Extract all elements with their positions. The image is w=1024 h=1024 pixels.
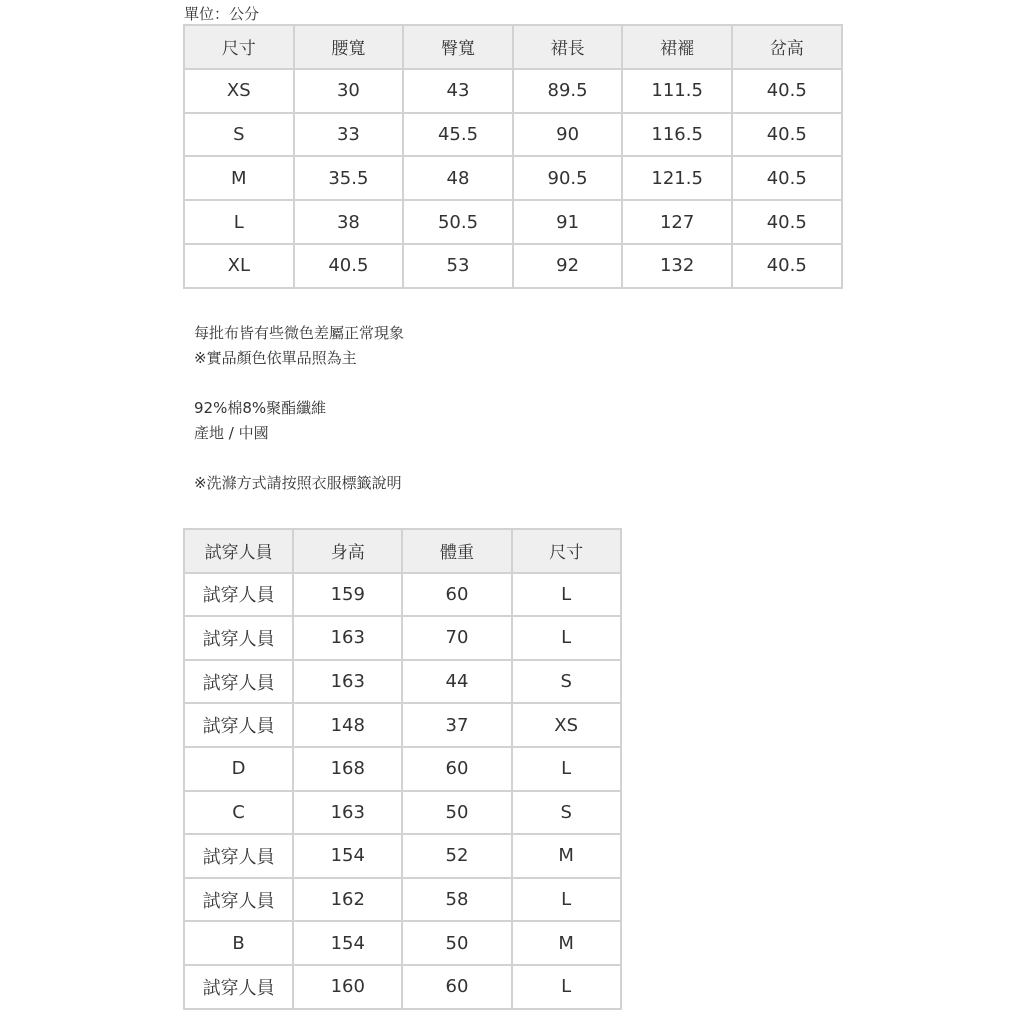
- table-row: [184, 616, 621, 660]
- note-washing: ※洗滌方式請按照衣服標籤說明: [194, 474, 402, 492]
- table-cell: 30: [294, 69, 404, 113]
- table-row: [184, 965, 621, 1009]
- column-header-size: 尺寸: [512, 529, 621, 573]
- table-row: [184, 703, 621, 747]
- table-cell: S: [184, 113, 294, 157]
- size-chart-header-row: [184, 25, 842, 69]
- table-cell: L: [512, 573, 621, 617]
- table-row: [184, 747, 621, 791]
- table-cell: 159: [293, 573, 402, 617]
- note-color-variance: 每批布皆有些微色差屬正常現象: [194, 324, 405, 342]
- fit-model-header-row: [184, 529, 621, 573]
- column-header-waist: 腰寬: [294, 25, 404, 69]
- table-cell: 163: [293, 616, 402, 660]
- table-cell: 試穿人員: [184, 878, 293, 922]
- table-row: [184, 878, 621, 922]
- table-cell: 160: [293, 965, 402, 1009]
- fit-model-table: [183, 528, 622, 1010]
- table-cell: 50.5: [403, 200, 513, 244]
- table-cell: 111.5: [622, 69, 732, 113]
- table-cell: 121.5: [622, 156, 732, 200]
- notes-block-material: [194, 396, 326, 446]
- table-row: [184, 244, 842, 288]
- table-row: [184, 113, 842, 157]
- table-cell: 40.5: [294, 244, 404, 288]
- unit-label: 單位：公分: [184, 5, 260, 23]
- table-cell: L: [512, 878, 621, 922]
- table-cell: 45.5: [403, 113, 513, 157]
- notes-block-care: [194, 471, 402, 496]
- table-cell: 40.5: [732, 200, 842, 244]
- table-cell: D: [184, 747, 293, 791]
- table-cell: 40.5: [732, 244, 842, 288]
- table-cell: 70: [402, 616, 511, 660]
- table-cell: XL: [184, 244, 294, 288]
- table-cell: L: [184, 200, 294, 244]
- table-cell: 154: [293, 834, 402, 878]
- table-cell: S: [512, 660, 621, 704]
- table-row: [184, 834, 621, 878]
- table-cell: 試穿人員: [184, 703, 293, 747]
- table-cell: 132: [622, 244, 732, 288]
- column-header-model: 試穿人員: [184, 529, 293, 573]
- table-cell: 116.5: [622, 113, 732, 157]
- table-cell: M: [184, 156, 294, 200]
- table-cell: S: [512, 791, 621, 835]
- table-cell: 60: [402, 965, 511, 1009]
- table-row: [184, 921, 621, 965]
- table-cell: B: [184, 921, 293, 965]
- table-cell: M: [512, 921, 621, 965]
- notes-block-color: [194, 321, 404, 371]
- table-cell: XS: [184, 69, 294, 113]
- table-cell: 90.5: [513, 156, 623, 200]
- table-cell: 92: [513, 244, 623, 288]
- note-color-reference: ※實品顏色依單品照為主: [194, 349, 357, 367]
- table-row: [184, 660, 621, 704]
- table-cell: 89.5: [513, 69, 623, 113]
- table-cell: 43: [403, 69, 513, 113]
- table-cell: 163: [293, 660, 402, 704]
- table-cell: 40.5: [732, 113, 842, 157]
- table-cell: 40.5: [732, 156, 842, 200]
- table-cell: 168: [293, 747, 402, 791]
- table-cell: 162: [293, 878, 402, 922]
- table-cell: 53: [403, 244, 513, 288]
- table-cell: 35.5: [294, 156, 404, 200]
- table-cell: 90: [513, 113, 623, 157]
- column-header-hip: 臀寬: [403, 25, 513, 69]
- table-cell: 148: [293, 703, 402, 747]
- table-cell: 37: [402, 703, 511, 747]
- table-cell: 60: [402, 573, 511, 617]
- table-cell: 試穿人員: [184, 573, 293, 617]
- table-cell: 50: [402, 921, 511, 965]
- column-header-height: 身高: [293, 529, 402, 573]
- column-header-slit-height: 岔高: [732, 25, 842, 69]
- table-cell: 試穿人員: [184, 965, 293, 1009]
- table-cell: 40.5: [732, 69, 842, 113]
- table-row: [184, 791, 621, 835]
- table-cell: M: [512, 834, 621, 878]
- note-origin: 產地 / 中國: [194, 424, 269, 442]
- table-row: [184, 573, 621, 617]
- table-cell: 58: [402, 878, 511, 922]
- table-cell: 33: [294, 113, 404, 157]
- column-header-hem: 裙襬: [622, 25, 732, 69]
- table-row: [184, 200, 842, 244]
- table-cell: L: [512, 965, 621, 1009]
- table-cell: 試穿人員: [184, 660, 293, 704]
- table-cell: 91: [513, 200, 623, 244]
- table-cell: 60: [402, 747, 511, 791]
- column-header-weight: 體重: [402, 529, 511, 573]
- table-cell: 38: [294, 200, 404, 244]
- table-row: [184, 156, 842, 200]
- table-cell: XS: [512, 703, 621, 747]
- table-cell: L: [512, 616, 621, 660]
- column-header-size: 尺寸: [184, 25, 294, 69]
- table-row: [184, 69, 842, 113]
- table-cell: 154: [293, 921, 402, 965]
- table-cell: 127: [622, 200, 732, 244]
- note-material: 92%棉8%聚酯纖維: [194, 399, 327, 417]
- table-cell: 試穿人員: [184, 834, 293, 878]
- table-cell: 44: [402, 660, 511, 704]
- table-cell: 52: [402, 834, 511, 878]
- table-cell: 50: [402, 791, 511, 835]
- size-chart-table: [183, 24, 843, 289]
- table-cell: 試穿人員: [184, 616, 293, 660]
- column-header-skirt-length: 裙長: [513, 25, 623, 69]
- table-cell: L: [512, 747, 621, 791]
- table-cell: 48: [403, 156, 513, 200]
- table-cell: 163: [293, 791, 402, 835]
- table-cell: C: [184, 791, 293, 835]
